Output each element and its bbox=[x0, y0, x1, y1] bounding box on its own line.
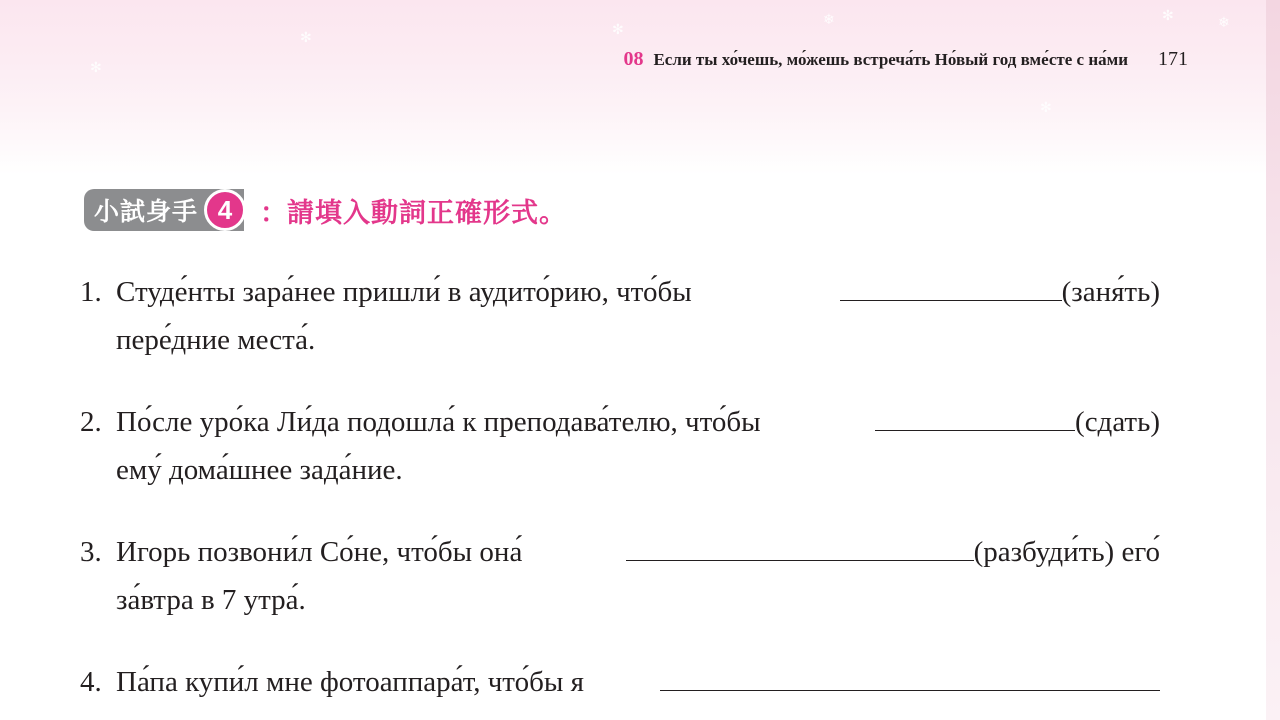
item-number: 1. bbox=[80, 276, 102, 308]
page-header bbox=[623, 48, 1188, 71]
item-number: 2. bbox=[80, 406, 102, 438]
item-text-before-blank: Игорь позвони́л Со́не, что́бы она́ bbox=[116, 536, 523, 568]
snowflake-decoration: ✻ bbox=[1162, 8, 1174, 24]
page-edge-strip bbox=[1266, 0, 1280, 720]
page-number: 171 bbox=[1158, 48, 1188, 70]
chapter-title: Если ты хо́чешь, мо́жешь встреча́ть Но́вый год вме́сте с на́ми bbox=[653, 50, 1128, 69]
item-text-before-blank: Студе́нты зара́нее пришли́ в аудито́рию, что́бы bbox=[116, 276, 692, 308]
item-text-before-blank: По́сле уро́ка Ли́да подошла́ к преподава́телю, что́бы bbox=[116, 406, 761, 438]
exercise-item bbox=[80, 658, 1160, 706]
snowflake-decoration: ❄ bbox=[823, 12, 835, 28]
verb-hint: (сдать) bbox=[1075, 406, 1160, 438]
verb-hint: (заня́ть) bbox=[1061, 276, 1160, 308]
exercise-instruction: 請填入動詞正確形式。 bbox=[287, 197, 568, 229]
badge-number: 4 bbox=[204, 189, 246, 231]
exercise-badge bbox=[84, 189, 244, 231]
item-number: 3. bbox=[80, 536, 102, 568]
answer-blank[interactable] bbox=[840, 299, 1062, 301]
verb-hint: (разбуди́ть) его́ bbox=[973, 536, 1160, 568]
item-text-continuation: пере́дние места́. bbox=[116, 324, 316, 356]
exercise-heading bbox=[84, 188, 567, 232]
answer-blank[interactable] bbox=[626, 559, 974, 561]
snowflake-decoration: ✻ bbox=[90, 60, 102, 76]
snowflake-decoration: ✻ bbox=[300, 30, 312, 46]
answer-blank[interactable] bbox=[875, 429, 1075, 431]
item-text-continuation: за́втра в 7 утра́. bbox=[116, 584, 306, 616]
answer-blank[interactable] bbox=[660, 689, 1160, 691]
snowflake-decoration: ✻ bbox=[1040, 100, 1052, 116]
chapter-number: 08 bbox=[623, 48, 644, 70]
badge-label: 小試身手 bbox=[94, 197, 199, 226]
snowflake-decoration: ✻ bbox=[612, 22, 624, 38]
exercise-list bbox=[80, 268, 1160, 720]
item-number: 4. bbox=[80, 666, 102, 698]
snowflake-decoration: ❄ bbox=[1218, 15, 1230, 31]
heading-colon: ： bbox=[260, 197, 288, 229]
item-text-before-blank: Па́па купи́л мне фотоаппара́т, что́бы я bbox=[116, 666, 584, 698]
exercise-item bbox=[80, 398, 1160, 494]
exercise-item bbox=[80, 268, 1160, 364]
exercise-item bbox=[80, 528, 1160, 624]
item-text-continuation: ему́ дома́шнее зада́ние. bbox=[116, 454, 403, 486]
